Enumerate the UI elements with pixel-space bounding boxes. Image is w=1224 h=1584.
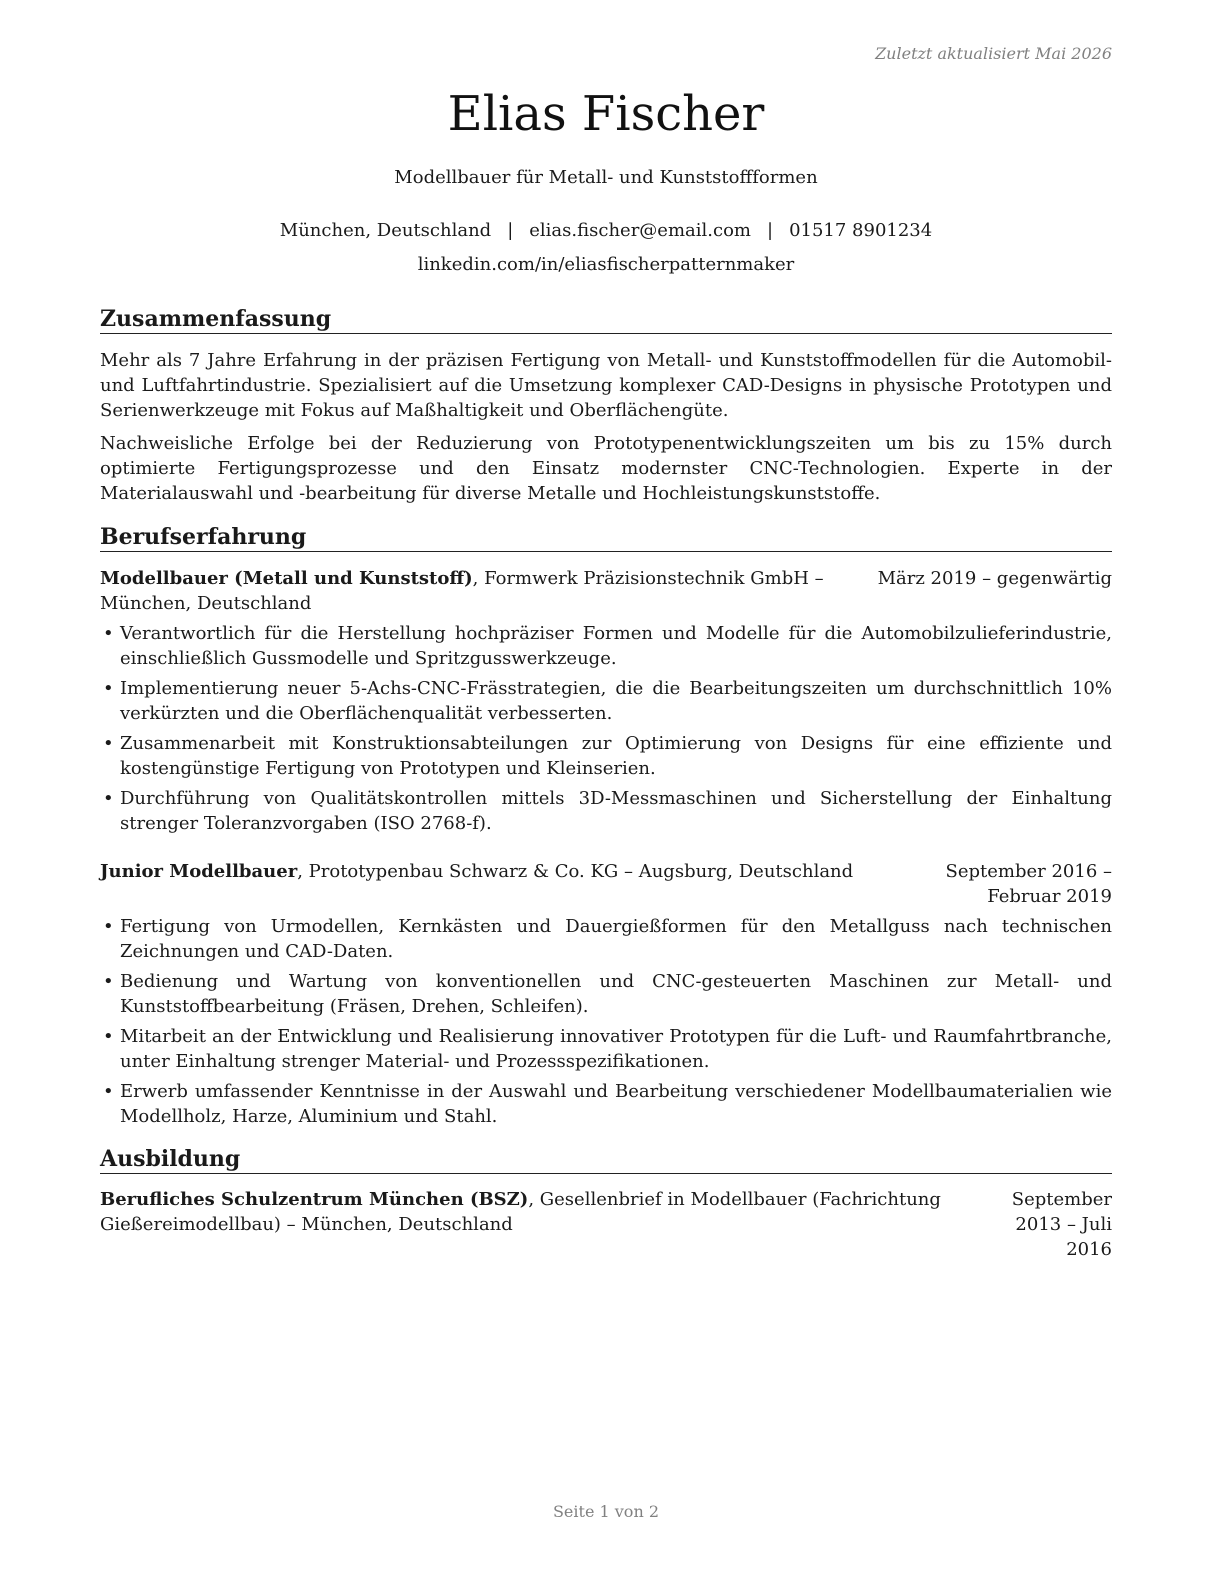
job-title: Modellbauer für Metall- und Kunststoffformen xyxy=(394,167,818,188)
last-updated: Zuletzt aktualisiert Mai 2026 xyxy=(875,44,1112,63)
section-title-summary: Zusammenfassung xyxy=(100,306,1112,334)
list-item: • Durchführung von Qualitätskontrollen mittels 3D-Messmaschinen und Sicherstellung der Einhaltung strenger Toleranzvorgaben (ISO 2768-f). xyxy=(100,786,1112,836)
summary-paragraph: Mehr als 7 Jahre Erfahrung in der präzisen Fertigung von Metall- und Kunststoffmodellen für die Automobil- und Luftfahrtindustrie. Spezialisiert auf die Umsetzung komplexer CAD-Designs in physische Prototypen und Serienwerkzeuge mit Fokus auf Maßhaltigkeit und Oberflächengüte. xyxy=(100,350,1112,421)
page-number: Seite 1 von 2 xyxy=(552,1502,660,1521)
job-heading xyxy=(100,859,860,909)
contact-line xyxy=(100,220,1112,241)
candidate-name: Elias Fischer xyxy=(447,86,765,142)
job-company: , Prototypenbau Schwarz & Co. KG – Augsburg, Deutschland xyxy=(297,861,854,882)
list-item: • Bedienung und Wartung von konventionellen und CNC-gesteuerten Maschinen zur Metall- und Kunststoffbearbeitung (Fräsen, Drehen, Schleifen). xyxy=(100,969,1112,1019)
list-item: • Implementierung neuer 5-Achs-CNC-Frässtrategien, die die Bearbeitungszeiten um durchschnittlich 10% verkürzten und die Oberflächenqualität verbesserten. xyxy=(100,676,1112,726)
summary-paragraph: Nachweisliche Erfolge bei der Reduzierung von Prototypenentwicklungszeiten um bis zu 15% durch optimierte Fertigungsprozesse und den Einsatz modernster CNC-Technologien. Experte in der Materialauswahl und -bearbeitung für diverse Metalle und Hochleistungskunststoffe. xyxy=(100,433,1112,504)
email-link[interactable]: elias.fischer@email.com xyxy=(529,220,751,241)
list-item: • Verantwortlich für die Herstellung hochpräziser Formen und Modelle für die Automobilzulieferindustrie, einschließlich Gussmodelle und Spritzgusswerkzeuge. xyxy=(100,621,1112,671)
job-bullet-list xyxy=(100,914,1112,1134)
job-heading xyxy=(100,566,866,616)
job-dates: September 2016 – Februar 2019 xyxy=(945,861,1112,907)
section-title-education: Ausbildung xyxy=(100,1146,1112,1174)
job-role: Modellbauer (Metall und Kunststoff) xyxy=(100,568,473,589)
job-dates: März 2019 – gegenwärtig xyxy=(877,568,1112,589)
education-dates: September 2013 – Juli 2016 xyxy=(1011,1189,1112,1260)
education-entry xyxy=(100,1187,1112,1262)
job-header xyxy=(100,566,1112,616)
job-company: , Formwerk Präzisionstechnik GmbH – München, Deutschland xyxy=(100,568,824,614)
degree: , Gesellenbrief in Modellbauer (Fachrichtung Gießereimodellbau) – München, Deutschland xyxy=(100,1189,941,1235)
linkedin-link[interactable]: linkedin.com/in/eliasfischerpatternmaker xyxy=(417,254,795,275)
separator: | xyxy=(507,220,514,241)
section-title-experience: Berufserfahrung xyxy=(100,524,1112,552)
job-role: Junior Modellbauer xyxy=(100,861,298,882)
list-item: • Fertigung von Urmodellen, Kernkästen und Dauergießformen für den Metallguss nach technischen Zeichnungen und CAD-Daten. xyxy=(100,914,1112,964)
school-name: Berufliches Schulzentrum München (BSZ) xyxy=(100,1189,529,1210)
list-item: • Zusammenarbeit mit Konstruktionsabteilungen zur Optimierung von Designs für eine effiziente und kostengünstige Fertigung von Prototypen und Kleinserien. xyxy=(100,731,1112,781)
job-header xyxy=(100,859,1112,909)
job-bullet-list xyxy=(100,621,1112,841)
education-heading xyxy=(100,1187,982,1262)
list-item: • Mitarbeit an der Entwicklung und Realisierung innovativer Prototypen für die Luft- und Raumfahrtbranche, unter Einhaltung strenger Material- und Prozessspezifikationen. xyxy=(100,1024,1112,1074)
list-item: • Erwerb umfassender Kenntnisse in der Auswahl und Bearbeitung verschiedener Modellbaumaterialien wie Modellholz, Harze, Aluminium und Stahl. xyxy=(100,1079,1112,1129)
separator: | xyxy=(766,220,774,241)
location: München, Deutschland xyxy=(279,220,492,241)
phone: 01517 8901234 xyxy=(789,220,933,241)
